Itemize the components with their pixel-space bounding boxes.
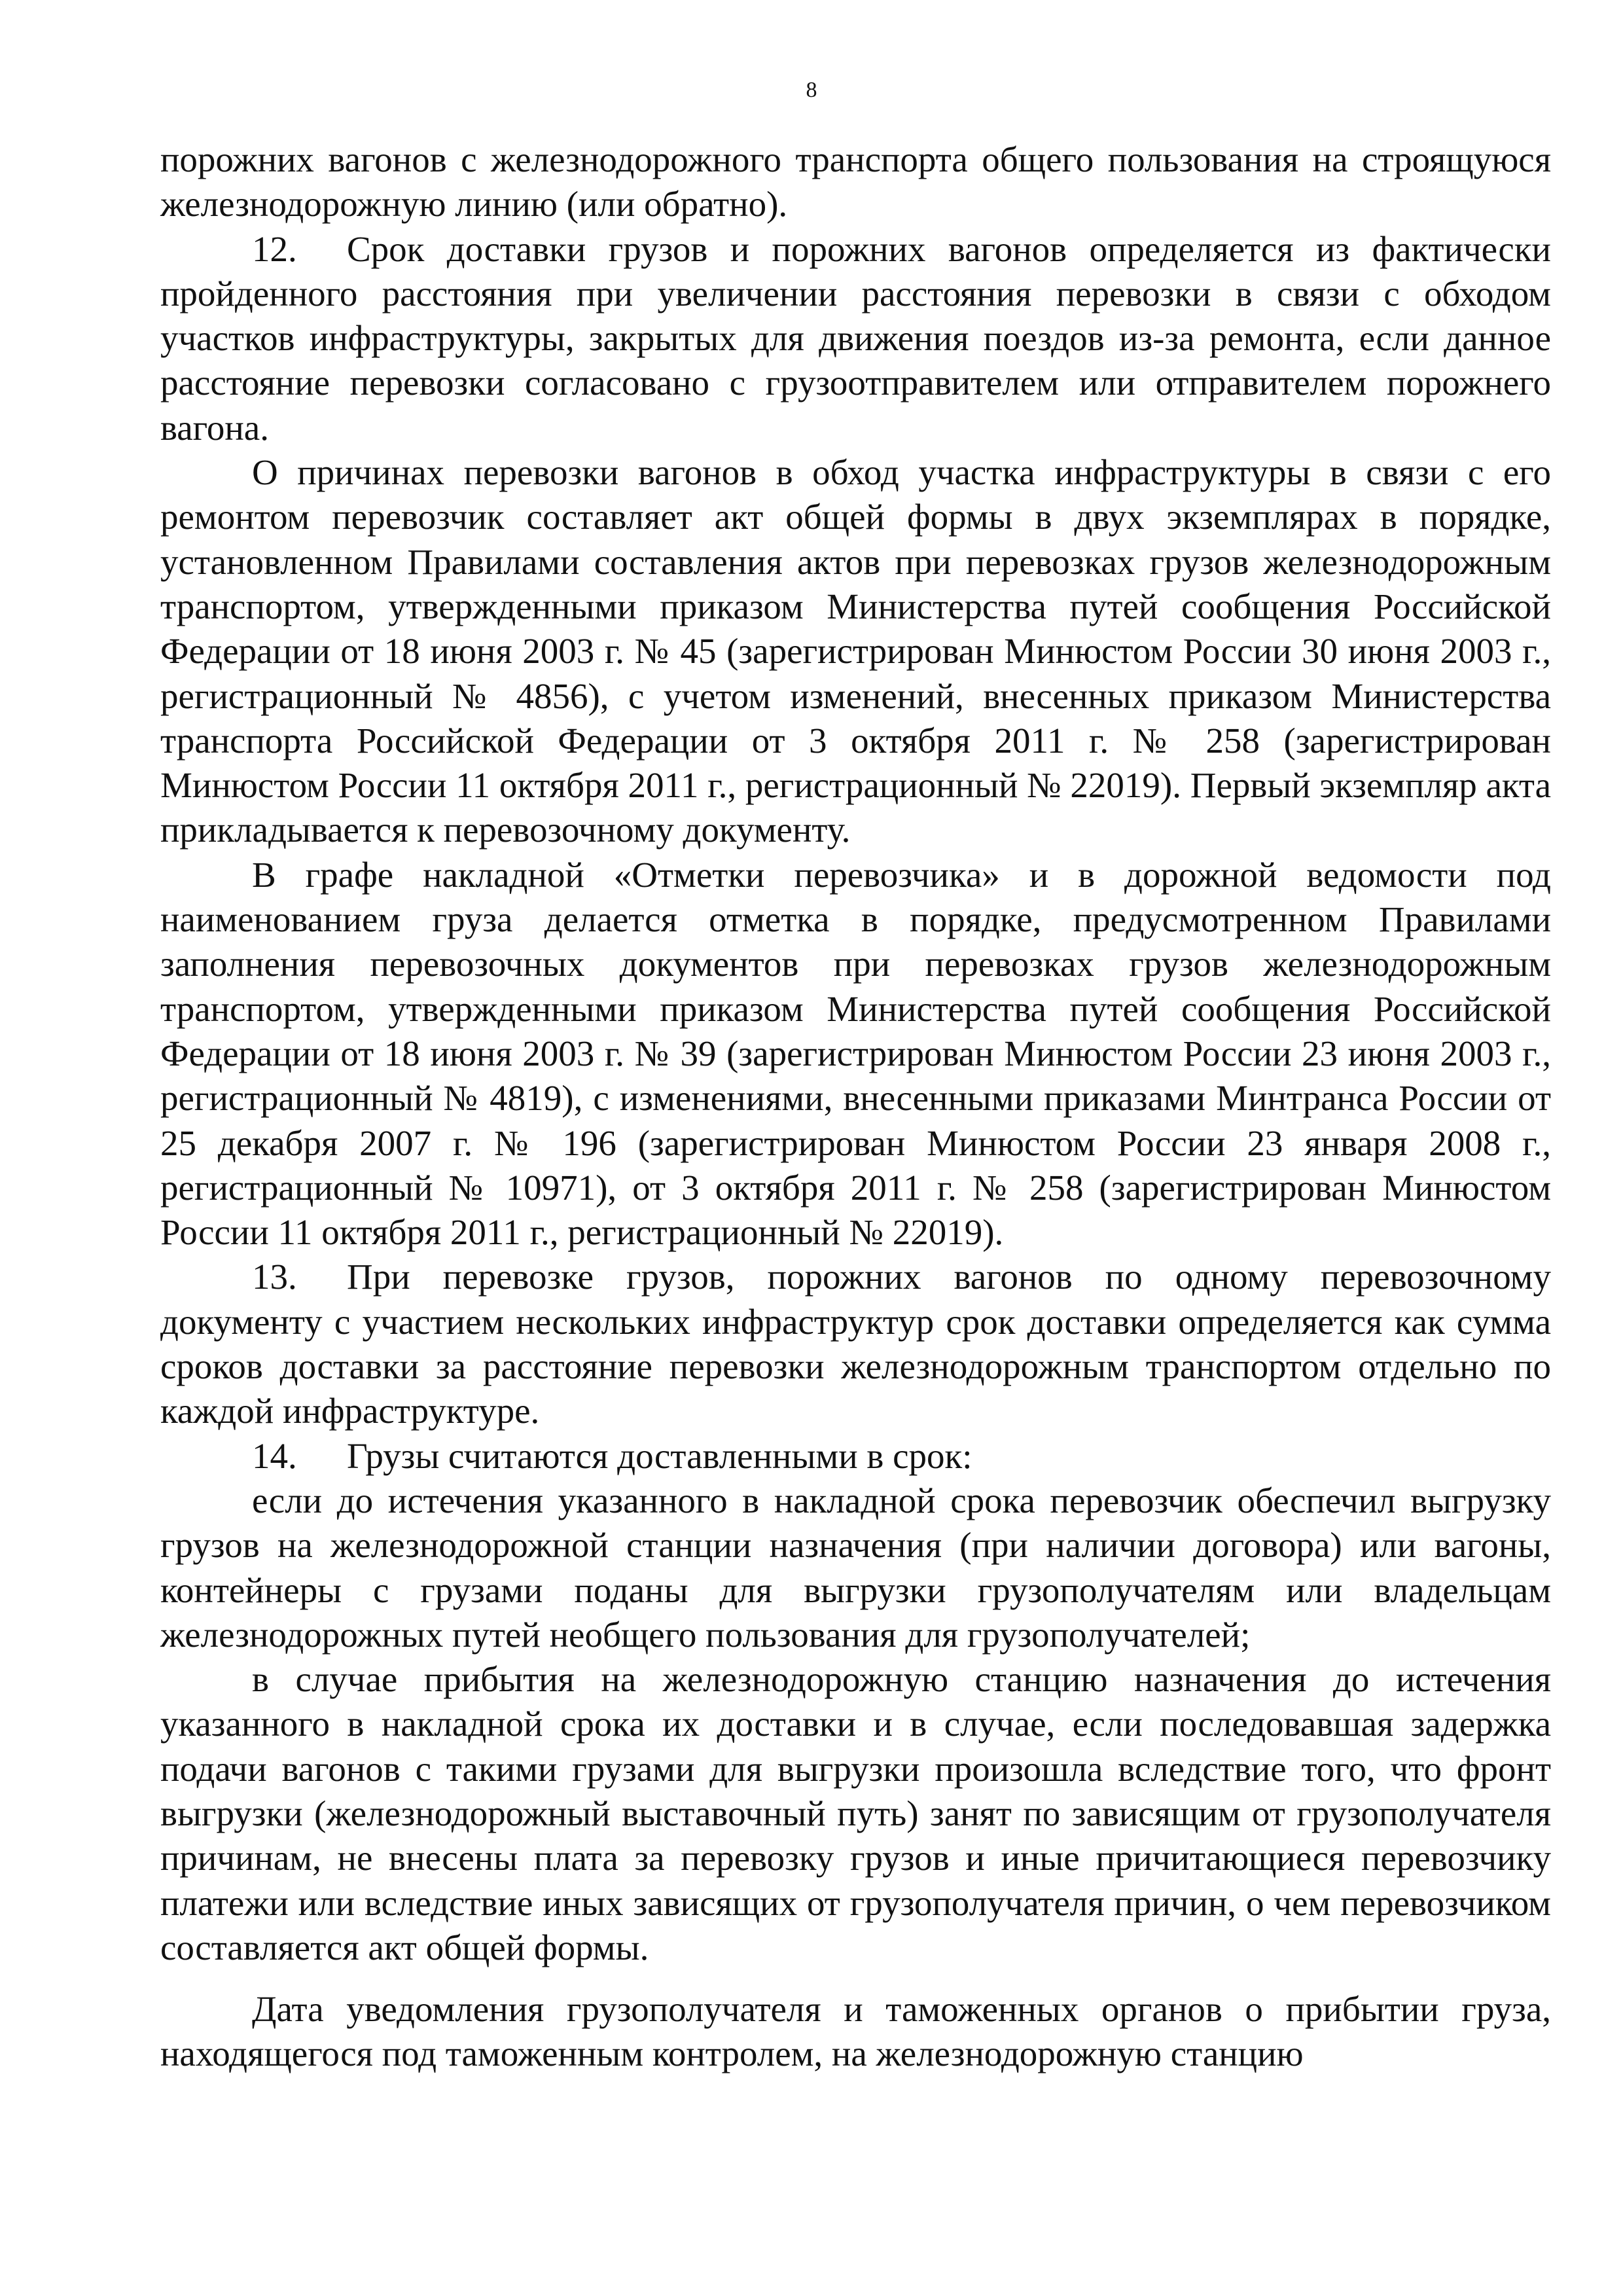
item-number: 13. — [252, 1257, 297, 1297]
page-number: 8 — [806, 78, 817, 102]
paragraph-condition-arrival: в случае прибытия на железнодорожную станцию назначения до истечения указанного в накладной срока их доставки и в случае, если последовавшая задержка подачи вагонов с такими грузами для выгрузки произошла вследствие того, что фронт выгрузки (железнодорожный выставочный путь) занят по зависящим от грузополучателя причинам, не внесены плата за перевозку грузов и иные причитающиеся перевозчику платежи или вследствие иных зависящих от грузополучателя причин, о чем перевозчиком составляется акт общей формы. — [160, 1659, 1551, 1967]
paragraph-item-13 — [160, 1255, 1551, 1433]
paragraph-waybill-mark: В графе накладной «Отметки перевозчика» и в дорожной ведомости под наименованием груза делается отметка в порядке, предусмотренном Правилами заполнения перевозочных документов при перевозках грузов железнодорожным транспортом, утвержденными приказом Министерства путей сообщения Российской Федерации от 18 июня 2003 г. № 39 (зарегистрирован Минюстом России 23 июня 2003 г., регистрационный № 4819), с изменениями, внесенными приказами Минтранса России от 25 декабря 2007 г. № 196 (зарегистрирован Минюстом России 23 января 2008 г., регистрационный № 10971), от 3 октября 2011 г. № 258 (зарегистрирован Минюстом России 11 октября 2011 г., регистрационный № 22019). — [160, 854, 1551, 1253]
item-number: 14. — [252, 1435, 297, 1476]
paragraph-continuation: порожних вагонов с железнодорожного транспорта общего пользования на строящуюся железнодорожную линию (или обратно). — [160, 139, 1551, 224]
paragraph-act-bypass: О причинах перевозки вагонов в обход участка инфраструктуры в связи с его ремонтом перевозчик составляет акт общей формы в двух экземплярах в порядке, установленном Правилами составления актов при перевозках грузов железнодорожным транспортом, утвержденными приказом Министерства путей сообщения Российской Федерации от 18 июня 2003 г. № 45 (зарегистрирован Минюстом России 30 июня 2003 г., регистрационный № 4856), с учетом изменений, внесенных приказом Министерства транспорта Российской Федерации от 3 октября 2011 г. № 258 (зарегистрирован Минюстом России 11 октября 2011 г., регистрационный № 22019). Первый экземпляр акта прикладывается к перевозочному документу. — [160, 452, 1551, 850]
document-body — [160, 137, 1551, 2077]
paragraph-condition-unloading: если до истечения указанного в накладной срока перевозчик обеспечил выгрузку грузов на железнодорожной станции назначения (при наличии договора) или вагоны, контейнеры с грузами поданы для выгрузки грузополучателям или владельцам железнодорожных путей необщего пользования для грузополучателей; — [160, 1480, 1551, 1655]
item-text: Срок доставки грузов и порожних вагонов определяется из фактически пройденного расстояния при увеличении расстояния перевозки в связи с обходом участков инфраструктуры, закрытых для движения поездов из-за ремонта, если данное расстояние перевозки согласовано с грузоотправителем или отправителем порожнего вагона. — [160, 228, 1551, 448]
item-text: Грузы считаются доставленными в срок: — [347, 1435, 972, 1476]
item-number: 12. — [252, 228, 297, 269]
paragraph-item-12 — [160, 227, 1551, 450]
item-text: При перевозке грузов, порожних вагонов по одному перевозочному документу с участием нескольких инфраструктур срок доставки определяется как сумма сроков доставки за расстояние перевозки железнодорожным транспортом отдельно по каждой инфраструктуре. — [160, 1257, 1551, 1431]
paragraph-item-14 — [160, 1434, 1551, 1479]
paragraph-notification-date: Дата уведомления грузополучателя и таможенных органов о прибытии груза, находящегося под таможенным контролем, на железнодорожную станцию — [160, 1989, 1551, 2074]
